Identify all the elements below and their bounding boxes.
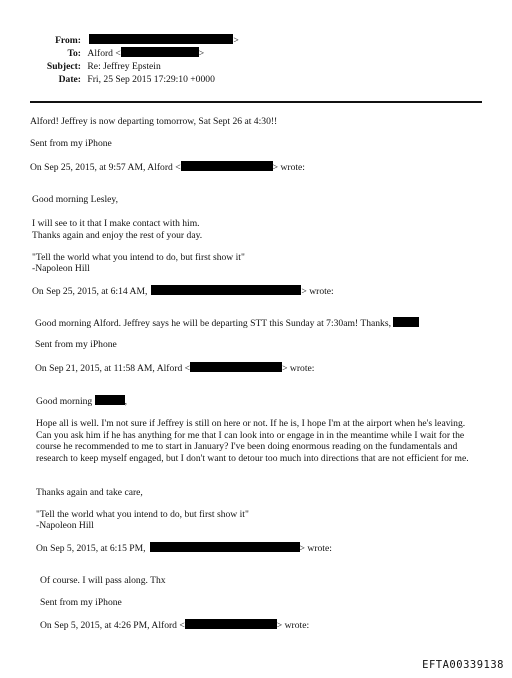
- signature-quote: "Tell the world what you intend to do, but first show it": [32, 252, 245, 263]
- attribution-wrote: > wrote:: [276, 620, 310, 631]
- message-line: [35, 317, 419, 330]
- quote-attribution: [30, 161, 305, 174]
- date-value: Fri, 25 Sep 2015 17:29:10 +0000: [87, 74, 215, 85]
- redacted-name: [393, 317, 419, 327]
- attribution-text: On Sep 25, 2015, at 9:57 AM, Alford <: [30, 162, 181, 173]
- attribution-wrote: > wrote:: [299, 543, 332, 554]
- signature-author: -Napoleon Hill: [36, 520, 94, 531]
- message-line: I will see to it that I make contact with him.: [32, 218, 200, 229]
- subject-label: Subject:: [46, 61, 81, 72]
- header-to-row: [41, 47, 204, 60]
- attribution-wrote: > wrote:: [301, 286, 334, 297]
- message-line: Good morning Lesley,: [32, 194, 118, 205]
- quote-attribution: [40, 619, 309, 632]
- date-label: Date:: [58, 74, 81, 85]
- quote-attribution: [32, 285, 334, 298]
- header-subject-row: [35, 61, 161, 73]
- redacted-recipient-email: [121, 47, 199, 57]
- to-label: To:: [67, 48, 81, 59]
- quote-attribution: [36, 542, 332, 555]
- document-id: EFTA00339138: [422, 659, 504, 672]
- redacted-email: [150, 542, 300, 552]
- header-divider: [30, 101, 482, 103]
- greeting-comma: ,: [124, 396, 128, 407]
- attribution-text: On Sep 5, 2015, at 4:26 PM, Alford <: [40, 620, 185, 631]
- greeting-text: Good morning: [36, 396, 93, 407]
- redacted-email: [190, 362, 282, 372]
- redacted-name: [95, 395, 128, 407]
- header-from-row: [41, 34, 239, 47]
- from-label: From:: [55, 35, 81, 46]
- signature-quote: "Tell the world what you intend to do, but first show it": [36, 509, 249, 520]
- quote-attribution: [35, 362, 314, 375]
- message-line: Sent from my iPhone: [40, 597, 122, 608]
- message-line: Alford! Jeffrey is now departing tomorrow, Sat Sept 26 at 4:30!!: [30, 116, 278, 127]
- message-paragraph: Hope all is well. I'm not sure if Jeffrey is still on here or not. If he is, I hope I'm at the airport when he's leaving. Can you ask him if he has anything for me that I can look into or engage in in the meantime while I wait for the course he recommended to me to start in January? I've been doing enormous reading on the fundamentals and research to keep myself engaged, but I don't want to detour too much into directions that are not efficient for me.: [36, 418, 469, 464]
- message-line: Sent from my iPhone: [30, 138, 112, 149]
- attribution-wrote: > wrote:: [272, 162, 305, 173]
- to-close: >: [198, 48, 205, 59]
- attribution-text: On Sep 25, 2015, at 6:14 AM,: [32, 286, 148, 297]
- message-line: [36, 395, 127, 408]
- redacted-email: [151, 285, 301, 295]
- from-close: >: [233, 35, 239, 46]
- message-line: Of course. I will pass along. Thx: [40, 575, 166, 586]
- message-text: Good morning Alford. Jeffrey says he will be departing STT this Sunday at 7:30am! Thanks,: [35, 318, 391, 329]
- attribution-text: On Sep 5, 2015, at 6:15 PM,: [36, 543, 146, 554]
- redacted-email: [185, 619, 277, 629]
- to-value: Alford <: [87, 48, 121, 59]
- attribution-wrote: > wrote:: [282, 363, 315, 374]
- header-date-row: [35, 74, 215, 86]
- subject-value: Re: Jeffrey Epstein: [87, 61, 161, 72]
- attribution-text: On Sep 21, 2015, at 11:58 AM, Alford <: [35, 363, 191, 374]
- signature-author: -Napoleon Hill: [32, 263, 90, 274]
- message-line: Thanks again and enjoy the rest of your day.: [32, 230, 203, 241]
- redacted-email: [181, 161, 273, 171]
- message-line: Sent from my iPhone: [35, 339, 117, 350]
- redacted-sender: [89, 34, 233, 44]
- message-line: Thanks again and take care,: [36, 487, 143, 498]
